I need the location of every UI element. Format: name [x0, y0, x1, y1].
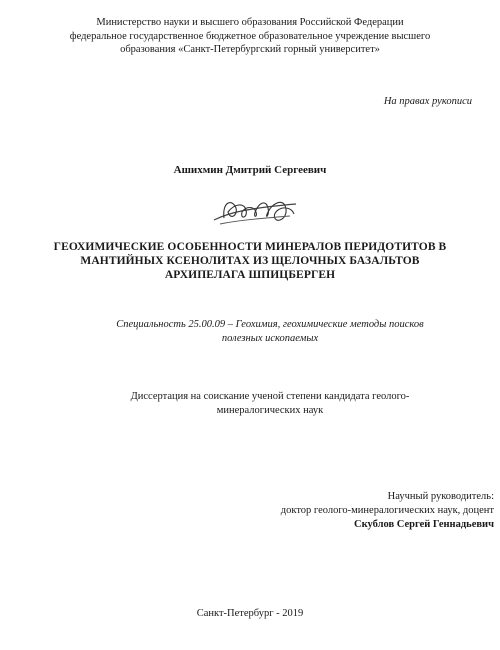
header-line-3: образования «Санкт-Петербургский горный университет»	[120, 44, 380, 55]
supervisor-degree: доктор геолого-минералогических наук, доцент	[280, 505, 494, 516]
degree-line-2: минералогических наук	[216, 405, 324, 416]
signature-icon	[210, 190, 302, 232]
ministry-header	[40, 16, 460, 57]
title-line-2: МАНТИЙНЫХ КСЕНОЛИТАХ ИЗ ЩЕЛОЧНЫХ БАЗАЛЬТОВ	[80, 255, 420, 267]
manuscript-rights-note: На правах рукописи	[383, 96, 472, 107]
degree-line-1: Диссертация на соискание ученой степени кандидата геолого-	[130, 391, 410, 402]
title-line-1: ГЕОХИМИЧЕСКИЕ ОСОБЕННОСТИ МИНЕРАЛОВ ПЕРИДОТИТОВ В	[53, 241, 447, 253]
header-line-1: Министерство науки и высшего образования Российской Федерации	[96, 17, 404, 28]
city-year: Санкт-Петербург - 2019	[196, 608, 304, 619]
supervisor-block	[281, 490, 494, 532]
specialty-line-2: полезных ископаемых	[221, 333, 319, 344]
title-line-3: АРХИПЕЛАГА ШПИЦБЕРГЕН	[164, 269, 336, 281]
supervisor-label: Научный руководитель:	[387, 491, 494, 502]
dissertation-title	[30, 240, 470, 282]
degree-statement	[60, 390, 480, 418]
specialty	[60, 318, 480, 346]
supervisor-name: Скублов Сергей Геннадьевич	[354, 519, 494, 530]
specialty-line-1: Специальность 25.00.09 – Геохимия, геохимические методы поисков	[116, 319, 424, 330]
author-name: Ашихмин Дмитрий Сергеевич	[173, 164, 327, 176]
header-line-2: федеральное государственное бюджетное образовательное учреждение высшего	[69, 30, 431, 42]
